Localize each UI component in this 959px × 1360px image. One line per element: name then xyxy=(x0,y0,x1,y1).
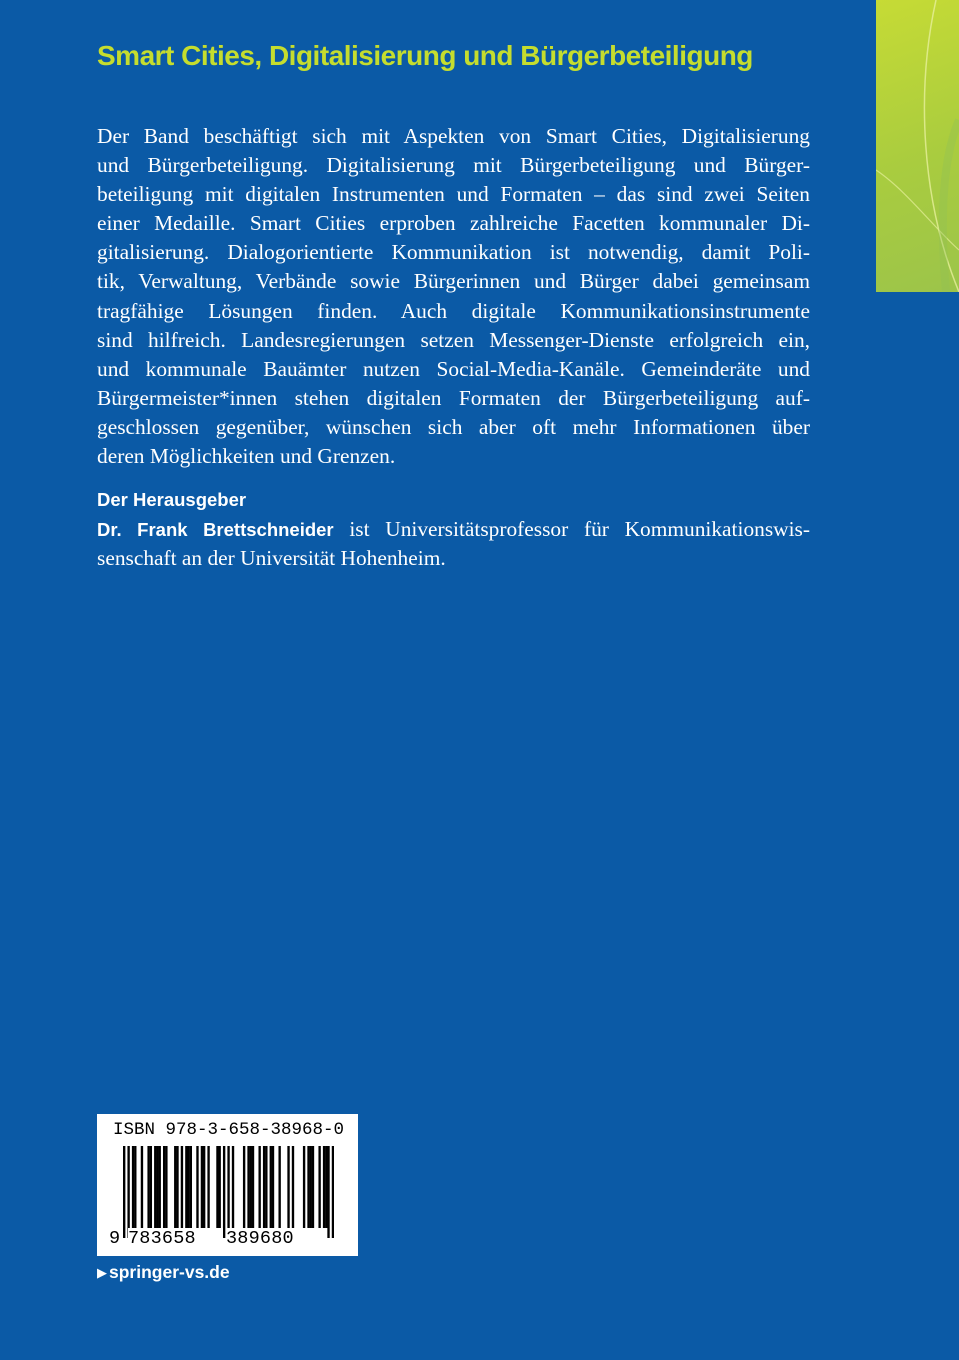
barcode-bar xyxy=(147,1146,149,1228)
editor-name: Dr. Frank Brettschneider xyxy=(97,519,334,540)
barcode-bar xyxy=(123,1146,125,1238)
barcode-bar xyxy=(203,1146,205,1228)
barcode-bar xyxy=(190,1146,192,1228)
barcode-bar xyxy=(227,1146,229,1238)
barcode-bar xyxy=(181,1146,183,1228)
barcode-bar xyxy=(185,1146,187,1228)
barcode-bar xyxy=(176,1146,178,1228)
barcode-bar xyxy=(154,1146,156,1228)
publisher-url: springer-vs.de xyxy=(109,1262,230,1282)
book-description xyxy=(97,122,810,471)
description-line: sind hilfreich. Landesregierungen setzen Messenger-Dienste erfolgreich ein, xyxy=(97,327,810,352)
ean-lead-digit: 9 xyxy=(109,1228,121,1249)
description-line: deren Möglichkeiten und Grenzen. xyxy=(97,444,396,469)
barcode-bar xyxy=(207,1146,209,1228)
barcode-bar xyxy=(265,1146,267,1228)
barcode-bar xyxy=(318,1146,320,1228)
barcode-bar xyxy=(310,1146,312,1228)
barcode-bar xyxy=(174,1146,176,1228)
barcode-bar xyxy=(303,1146,305,1228)
ean-left-digits: 783658 xyxy=(128,1228,223,1249)
description-line: und kommunale Bauämter nutzen Social-Media-Kanäle. Gemeinderäte und xyxy=(97,356,810,381)
barcode-bar xyxy=(132,1146,134,1228)
barcode-bar xyxy=(141,1146,143,1228)
book-title: Smart Cities, Digitalisierung und Bürgerbeteiligung xyxy=(97,40,753,71)
barcode-bar xyxy=(272,1146,274,1228)
editor-bio xyxy=(97,515,810,573)
barcode-bar xyxy=(292,1146,294,1228)
editor-heading: Der Herausgeber xyxy=(97,489,247,510)
barcode-bar xyxy=(187,1146,189,1228)
barcode-bar xyxy=(287,1146,289,1228)
barcode-bar xyxy=(332,1146,334,1238)
isbn-label: ISBN 978-3-658-38968-0 xyxy=(113,1120,345,1140)
ean-digits xyxy=(97,1228,358,1252)
editor-bio-text: ist Universitätsprofessor für Kommunikationswis- xyxy=(333,517,810,541)
barcode-bar xyxy=(307,1146,309,1228)
description-line: geschlossen gegenüber, wünschen sich aber oft mehr Informationen über xyxy=(97,414,810,439)
arrow-right-icon: ▶ xyxy=(97,1265,107,1280)
barcode-bar xyxy=(247,1146,249,1228)
barcode-bar xyxy=(196,1146,198,1228)
barcode-bar xyxy=(252,1146,254,1228)
barcode-bar xyxy=(325,1146,327,1228)
ean-right-digits: 389680 xyxy=(226,1228,321,1249)
description-line: und Bürgerbeteiligung. Digitalisierung mit Bürgerbeteiligung und Bürger- xyxy=(97,153,810,178)
barcode-bars xyxy=(123,1146,334,1238)
description-line: beteiligung mit digitalen Instrumenten und Formaten – das sind zwei Seiten xyxy=(97,182,810,207)
barcode-bar xyxy=(223,1146,225,1238)
barcode-bar xyxy=(127,1146,129,1238)
description-line: tik, Verwaltung, Verbände sowie Bürgerinnen und Bürger dabei gemeinsam xyxy=(97,269,810,294)
barcode-bar xyxy=(258,1146,260,1228)
barcode-bar xyxy=(134,1146,136,1228)
barcode-bar xyxy=(263,1146,265,1228)
cover-accent-strip xyxy=(876,0,959,292)
barcode-bar xyxy=(165,1146,167,1228)
barcode-bar xyxy=(232,1146,234,1238)
accent-curves-graphic xyxy=(876,0,959,292)
editor-bio-line: senschaft an der Universität Hohenheim. xyxy=(97,546,446,571)
description-line: gitalisierung. Dialogorientierte Kommunikation ist notwendig, damit Poli- xyxy=(97,240,810,265)
barcode-bar xyxy=(201,1146,203,1228)
barcode-bar xyxy=(278,1146,280,1228)
barcode-bar xyxy=(219,1146,221,1228)
barcode-bar xyxy=(250,1146,252,1228)
isbn-barcode xyxy=(97,1114,358,1256)
description-line: Der Band beschäftigt sich mit Aspekten von Smart Cities, Digitalisierung xyxy=(97,124,810,148)
barcode-bar xyxy=(150,1146,152,1228)
publisher-link[interactable] xyxy=(97,1262,230,1283)
barcode-bar xyxy=(163,1146,165,1228)
description-line: einer Medaille. Smart Cities erproben zahlreiche Facetten kommunaler Di- xyxy=(97,211,810,236)
barcode-bar xyxy=(216,1146,218,1228)
barcode-bar xyxy=(327,1146,329,1238)
barcode-bar xyxy=(159,1146,161,1228)
barcode-bar xyxy=(156,1146,158,1228)
description-line: Bürgermeister*innen stehen digitalen Formaten der Bürgerbeteiligung auf- xyxy=(97,385,810,410)
barcode-bar xyxy=(243,1146,245,1228)
barcode-bar xyxy=(312,1146,314,1228)
editor-bio-line xyxy=(97,515,810,544)
description-line: tragfähige Lösungen finden. Auch digitale Kommunikationsinstrumente xyxy=(97,298,810,323)
barcode-bar xyxy=(270,1146,272,1228)
barcode-bar xyxy=(323,1146,325,1228)
